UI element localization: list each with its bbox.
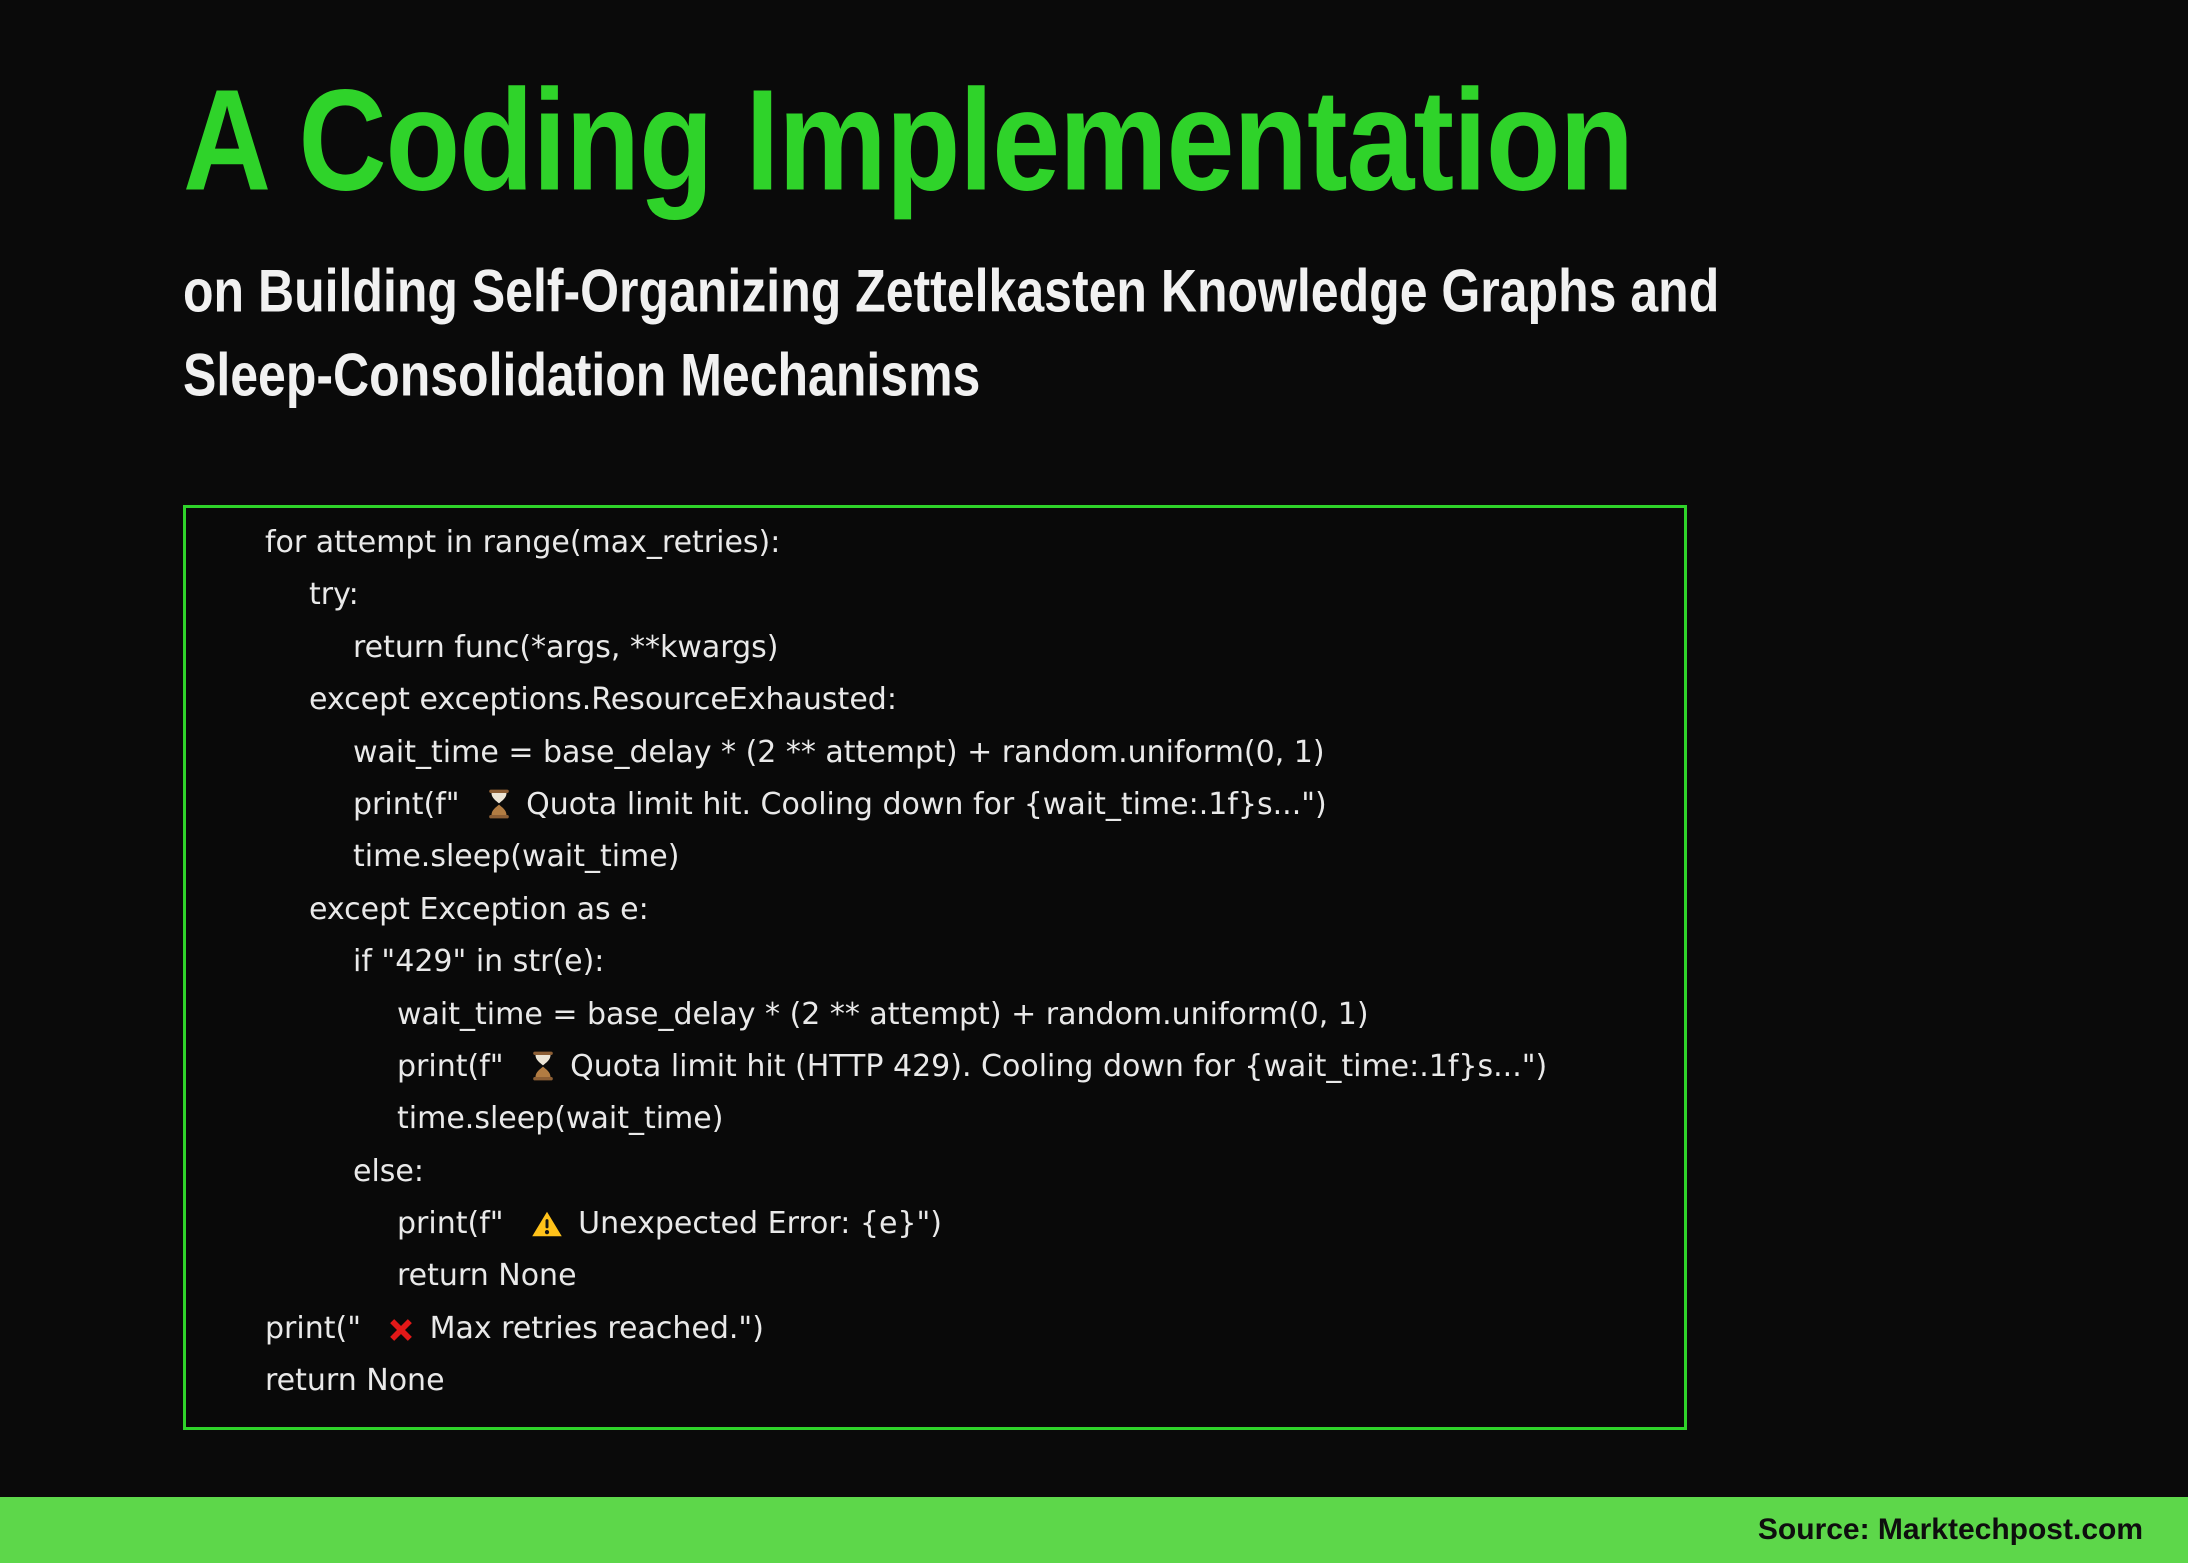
code-line: time.sleep(wait_time) [397,1101,724,1137]
code-line: return func(*args, **kwargs) [353,629,779,665]
source-label: Source: Marktechpost.com [1757,1513,2143,1546]
code-line: print(f" Unexpected Error: {e}") [397,1206,942,1242]
code-line: for attempt in range(max_retries): [265,525,781,560]
cross-icon [388,1317,414,1343]
code-line: print(" Max retries reached.") [265,1310,764,1346]
footer-bar [0,1497,2188,1563]
code-line: print(f" Quota limit hit (HTTP 429). Cooling down for {wait_time:.1f}s...") [397,1048,1548,1084]
code-line: if "429" in str(e): [353,944,605,980]
subtitle-line: on Building Self-Organizing Zettelkasten Knowledge Graphs and [183,257,1720,325]
code-line: except exceptions.ResourceExhausted: [309,682,897,718]
subtitle-line: Sleep-Consolidation Mechanisms [183,341,981,409]
code-line: wait_time = base_delay * (2 ** attempt) + random.uniform(0, 1) [397,996,1369,1032]
code-lines [265,517,1666,1408]
code-line: wait_time = base_delay * (2 ** attempt) + random.uniform(0, 1) [353,734,1325,770]
warning-icon [531,1210,563,1238]
code-line: return None [265,1363,445,1399]
code-block [183,505,1687,1430]
page-title: A Coding Implementation [183,59,1633,221]
code-line: else: [353,1153,424,1189]
code-line: return None [397,1258,577,1294]
code-line: time.sleep(wait_time) [353,839,680,875]
code-line: print(f" Quota limit hit. Cooling down for {wait_time:.1f}s...") [353,786,1327,822]
hourglass-icon [487,789,511,819]
page-subtitle [183,249,1719,417]
code-line: try: [309,577,359,613]
code-line: except Exception as e: [309,891,649,927]
hourglass-icon [531,1051,555,1081]
